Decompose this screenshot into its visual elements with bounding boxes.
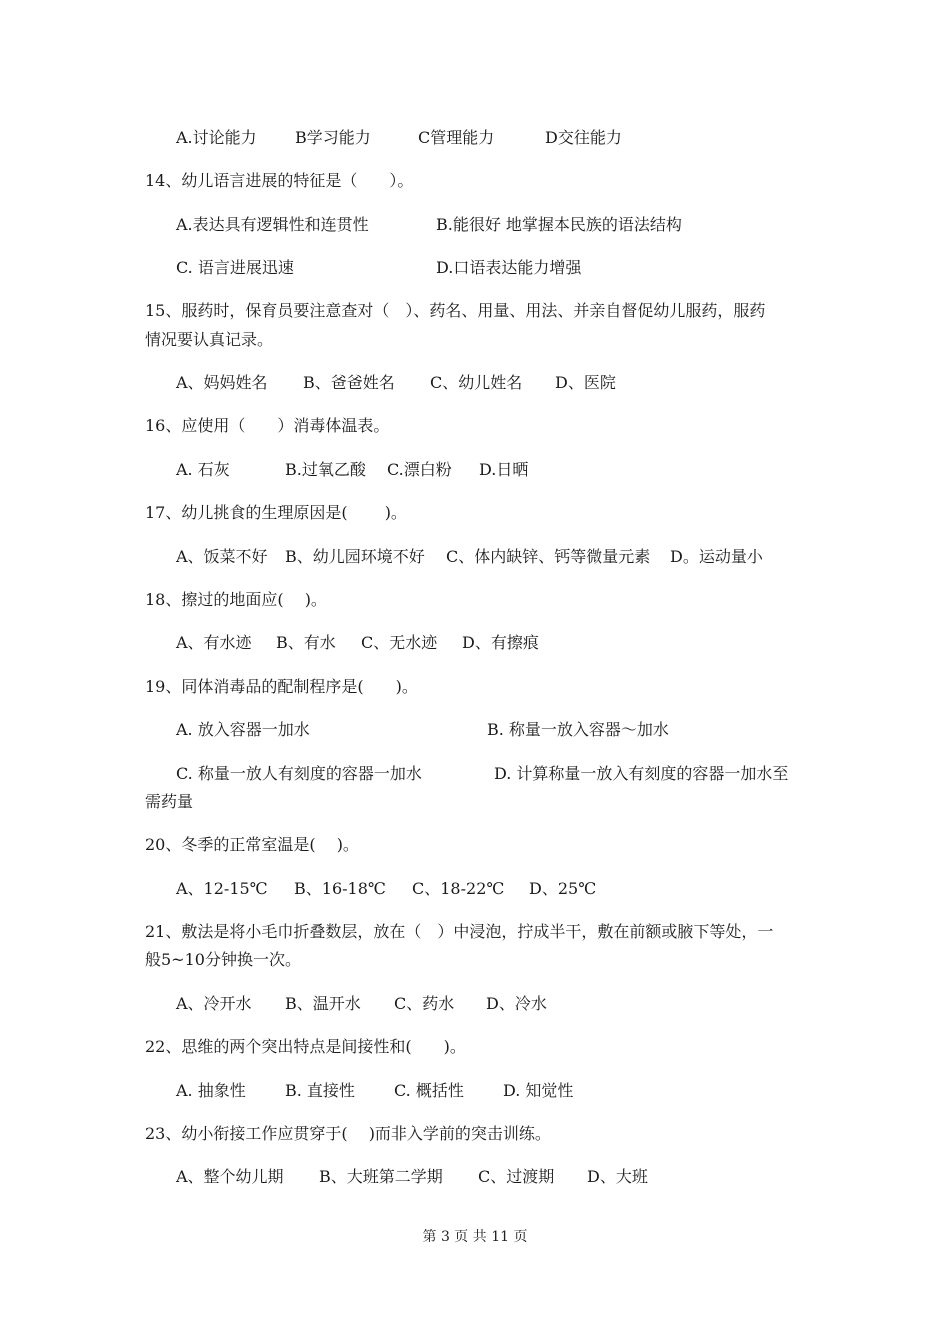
q14-option-d: D.口语表达能力增强 [436,258,582,277]
q19-option-d-wrap: 需药量 [145,792,194,811]
q17-option-a: A、饭菜不好 [176,547,268,566]
q15-question-line2: 情况要认真记录。 [145,330,274,349]
q22-option-d: D. 知觉性 [503,1081,574,1100]
q16-option-d: D.日晒 [479,460,529,479]
q16-option-a: A. 石灰 [176,460,230,479]
q17-option-d: D。运动量小 [670,547,763,566]
q15-option-a: A、妈妈姓名 [176,373,268,392]
q19-option-c: C. 称量一放人有刻度的容器一加水 [176,764,422,783]
q20-option-d: D、25℃ [529,879,597,898]
q21-option-a: A、冷开水 [176,994,252,1013]
q15-option-b: B、爸爸姓名 [303,373,395,392]
q22-question: 22、思维的两个突出特点是间接性和( )。 [145,1037,466,1056]
q18-option-c: C、无水迹 [361,633,438,652]
q19-option-a: A. 放入容器一加水 [176,720,310,739]
q22-option-c: C. 概括性 [394,1081,464,1100]
q15-option-d: D、医院 [555,373,616,392]
q19-option-d: D. 计算称量一放入有刻度的容器一加水至 [494,764,789,783]
q21-question-line2: 般5~10分钟换一次。 [145,950,301,969]
q13-option-b: B学习能力 [295,128,371,147]
q21-option-b: B、温开水 [285,994,361,1013]
q14-option-c: C. 语言进展迅速 [176,258,294,277]
q18-option-a: A、有水迹 [176,633,252,652]
q16-option-b: B.过氧乙酸 [285,460,366,479]
q17-option-b: B、幼儿园环境不好 [285,547,425,566]
q23-option-b: B、大班第二学期 [319,1167,443,1186]
q20-option-b: B、16-18℃ [294,879,386,898]
q13-option-d: D交往能力 [545,128,622,147]
page-number-footer: 第 3 页 共 11 页 [422,1229,528,1245]
q21-option-d: D、冷水 [486,994,547,1013]
q22-option-a: A. 抽象性 [176,1081,246,1100]
q14-question: 14、幼儿语言进展的特征是（ ）。 [145,171,414,190]
q21-option-c: C、药水 [394,994,455,1013]
q23-option-c: C、过渡期 [478,1167,555,1186]
q16-option-c: C.漂白粉 [387,460,452,479]
q16-question: 16、应使用（ ）消毒体温表。 [145,416,390,435]
q19-option-b: B. 称量一放入容器～加水 [487,720,669,739]
q22-option-b: B. 直接性 [285,1081,355,1100]
q23-question: 23、幼小衔接工作应贯穿于( )而非入学前的突击训练。 [145,1124,551,1143]
q18-option-d: D、有擦痕 [462,633,539,652]
q17-question: 17、幼儿挑食的生理原因是( )。 [145,503,407,522]
q17-option-c: C、体内缺锌、钙等微量元素 [446,547,651,566]
q19-question: 19、同体消毒品的配制程序是( )。 [145,677,418,696]
q18-question: 18、擦过的地面应( )。 [145,590,327,609]
q15-question-line1: 15、服药时，保育员要注意查对（ ）、药名、用量、用法、并亲自督促幼儿服药，服药 [145,301,766,320]
q14-option-a: A.表达具有逻辑性和连贯性 [176,215,369,234]
q23-option-a: A、整个幼儿期 [176,1167,284,1186]
q13-option-a: A.讨论能力 [176,128,257,147]
q20-question: 20、冬季的正常室温是( )。 [145,835,359,854]
q15-option-c: C、幼儿姓名 [430,373,523,392]
q13-option-c: C管理能力 [418,128,495,147]
q20-option-c: C、18-22℃ [412,879,505,898]
q21-question-line1: 21、敷法是将小毛巾折叠数层，放在（ ）中浸泡，拧成半干，敷在前额或腋下等处，一 [145,922,774,941]
q23-option-d: D、大班 [587,1167,648,1186]
q18-option-b: B、有水 [276,633,336,652]
q14-option-b: B.能很好 地掌握本民族的语法结构 [436,215,682,234]
q20-option-a: A、12-15℃ [176,879,268,898]
